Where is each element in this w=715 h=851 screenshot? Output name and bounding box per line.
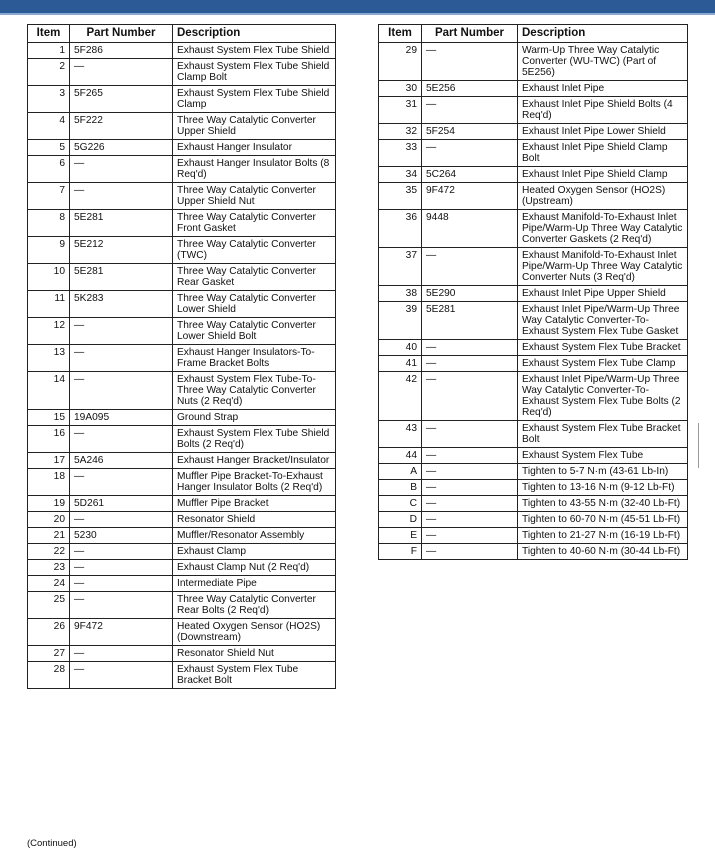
table-row <box>28 140 336 156</box>
description-cell: Three Way Catalytic Converter Upper Shield Nut <box>173 183 336 210</box>
item-cell: 35 <box>379 183 422 210</box>
description-cell: Exhaust System Flex Tube Shield Clamp Bolt <box>173 59 336 86</box>
part-number-cell: 9F472 <box>422 183 518 210</box>
table-row <box>379 210 688 248</box>
item-cell: 12 <box>28 318 70 345</box>
item-cell: 5 <box>28 140 70 156</box>
description-cell: Exhaust Inlet Pipe Upper Shield <box>518 286 688 302</box>
description-cell: Exhaust Hanger Insulators-To-Frame Bracket Bolts <box>173 345 336 372</box>
part-number-cell: 5C264 <box>422 167 518 183</box>
table-row <box>28 410 336 426</box>
description-cell: Exhaust System Flex Tube Clamp <box>518 356 688 372</box>
parts-table-left <box>27 24 336 689</box>
continued-note: (Continued) <box>27 838 77 849</box>
table-row <box>28 43 336 59</box>
part-number-cell: — <box>70 59 173 86</box>
item-cell: A <box>379 464 422 480</box>
table-row <box>379 340 688 356</box>
item-cell: 30 <box>379 81 422 97</box>
part-number-cell: 5230 <box>70 528 173 544</box>
item-cell: 4 <box>28 113 70 140</box>
table-row <box>379 544 688 560</box>
part-number-cell: — <box>422 140 518 167</box>
table-row <box>28 560 336 576</box>
table-row <box>28 496 336 512</box>
description-cell: Muffler Pipe Bracket <box>173 496 336 512</box>
table-row <box>28 210 336 237</box>
item-cell: 10 <box>28 264 70 291</box>
description-cell: Three Way Catalytic Converter Rear Bolts (2 Req'd) <box>173 592 336 619</box>
table-row <box>379 464 688 480</box>
item-cell: 17 <box>28 453 70 469</box>
item-cell: 3 <box>28 86 70 113</box>
top-banner <box>0 0 715 15</box>
item-cell: 15 <box>28 410 70 426</box>
part-number-cell: 19A095 <box>70 410 173 426</box>
item-cell: B <box>379 480 422 496</box>
description-cell: Exhaust Manifold-To-Exhaust Inlet Pipe/Warm-Up Three Way Catalytic Converter Nuts (3 Req'd) <box>518 248 688 286</box>
part-number-cell: — <box>70 426 173 453</box>
table-row <box>28 528 336 544</box>
part-number-cell: 5F265 <box>70 86 173 113</box>
description-cell: Exhaust Inlet Pipe/Warm-Up Three Way Catalytic Converter-To-Exhaust System Flex Tube Gasket <box>518 302 688 340</box>
item-cell: 37 <box>379 248 422 286</box>
item-cell: 43 <box>379 421 422 448</box>
table-row <box>379 81 688 97</box>
description-cell: Tighten to 60-70 N·m (45-51 Lb-Ft) <box>518 512 688 528</box>
table-row <box>28 291 336 318</box>
description-cell: Exhaust System Flex Tube Bracket <box>518 340 688 356</box>
table-row <box>379 512 688 528</box>
description-cell: Three Way Catalytic Converter Front Gasket <box>173 210 336 237</box>
item-cell: 20 <box>28 512 70 528</box>
description-cell: Tighten to 5-7 N·m (43-61 Lb-In) <box>518 464 688 480</box>
description-cell: Tighten to 40-60 N·m (30-44 Lb-Ft) <box>518 544 688 560</box>
part-number-cell: — <box>422 448 518 464</box>
part-number-cell: 5E256 <box>422 81 518 97</box>
description-cell: Exhaust Inlet Pipe/Warm-Up Three Way Catalytic Converter-To-Exhaust System Flex Tube Bolts (2 Req'd) <box>518 372 688 421</box>
description-cell: Exhaust System Flex Tube Shield <box>173 43 336 59</box>
table-row <box>379 302 688 340</box>
table-row <box>28 237 336 264</box>
description-cell: Exhaust System Flex Tube Shield Clamp <box>173 86 336 113</box>
item-cell: 44 <box>379 448 422 464</box>
table-row <box>379 140 688 167</box>
header-row <box>28 25 336 43</box>
item-cell: 28 <box>28 662 70 689</box>
part-number-cell: 5F254 <box>422 124 518 140</box>
item-cell: 40 <box>379 340 422 356</box>
item-cell: 13 <box>28 345 70 372</box>
table-row <box>28 576 336 592</box>
part-number-cell: — <box>422 372 518 421</box>
table-row <box>379 183 688 210</box>
part-number-cell: 5D261 <box>70 496 173 512</box>
item-cell: 21 <box>28 528 70 544</box>
item-cell: 11 <box>28 291 70 318</box>
item-cell: E <box>379 528 422 544</box>
margin-rule <box>698 423 699 468</box>
table-row <box>28 453 336 469</box>
part-number-cell: 5A246 <box>70 453 173 469</box>
part-number-cell: — <box>70 576 173 592</box>
description-cell: Exhaust System Flex Tube-To-Three Way Catalytic Converter Nuts (2 Req'd) <box>173 372 336 410</box>
item-cell: 9 <box>28 237 70 264</box>
table-row <box>28 86 336 113</box>
description-cell: Exhaust Inlet Pipe Shield Clamp <box>518 167 688 183</box>
header-item: Item <box>379 25 422 43</box>
description-cell: Exhaust System Flex Tube <box>518 448 688 464</box>
part-number-cell: 5E281 <box>422 302 518 340</box>
item-cell: C <box>379 496 422 512</box>
part-number-cell: — <box>70 183 173 210</box>
description-cell: Tighten to 13-16 N·m (9-12 Lb-Ft) <box>518 480 688 496</box>
description-cell: Muffler Pipe Bracket-To-Exhaust Hanger Insulator Bolts (2 Req'd) <box>173 469 336 496</box>
part-number-cell: — <box>422 421 518 448</box>
part-number-cell: 5E281 <box>70 264 173 291</box>
header-item: Item <box>28 25 70 43</box>
description-cell: Exhaust Hanger Bracket/Insulator <box>173 453 336 469</box>
part-number-cell: 5G226 <box>70 140 173 156</box>
description-cell: Resonator Shield Nut <box>173 646 336 662</box>
table-row <box>379 286 688 302</box>
description-cell: Muffler/Resonator Assembly <box>173 528 336 544</box>
item-cell: 42 <box>379 372 422 421</box>
item-cell: 1 <box>28 43 70 59</box>
table-row <box>28 512 336 528</box>
table-row <box>28 619 336 646</box>
item-cell: 33 <box>379 140 422 167</box>
table-row <box>28 345 336 372</box>
description-cell: Ground Strap <box>173 410 336 426</box>
description-cell: Exhaust Clamp <box>173 544 336 560</box>
table-row <box>379 448 688 464</box>
part-number-cell: 5K283 <box>70 291 173 318</box>
part-number-cell: — <box>422 528 518 544</box>
item-cell: 22 <box>28 544 70 560</box>
description-cell: Exhaust Manifold-To-Exhaust Inlet Pipe/Warm-Up Three Way Catalytic Converter Gaskets (2 Req'd) <box>518 210 688 248</box>
table-row <box>28 372 336 410</box>
item-cell: 16 <box>28 426 70 453</box>
part-number-cell: — <box>70 512 173 528</box>
description-cell: Heated Oxygen Sensor (HO2S) (Upstream) <box>518 183 688 210</box>
part-number-cell: 5F286 <box>70 43 173 59</box>
table-row <box>379 421 688 448</box>
table-row <box>28 156 336 183</box>
table-row <box>379 167 688 183</box>
part-number-cell: 5E290 <box>422 286 518 302</box>
header-part-number: Part Number <box>70 25 173 43</box>
part-number-cell: 5E281 <box>70 210 173 237</box>
item-cell: 25 <box>28 592 70 619</box>
header-description: Description <box>173 25 336 43</box>
description-cell: Exhaust Hanger Insulator <box>173 140 336 156</box>
table-row <box>379 124 688 140</box>
table-row <box>379 528 688 544</box>
item-cell: 8 <box>28 210 70 237</box>
table-row <box>379 43 688 81</box>
description-cell: Three Way Catalytic Converter Lower Shield Bolt <box>173 318 336 345</box>
description-cell: Tighten to 21-27 N·m (16-19 Lb-Ft) <box>518 528 688 544</box>
part-number-cell: 9F472 <box>70 619 173 646</box>
item-cell: 38 <box>379 286 422 302</box>
table-row <box>379 97 688 124</box>
description-cell: Exhaust Inlet Pipe Shield Bolts (4 Req'd) <box>518 97 688 124</box>
item-cell: 2 <box>28 59 70 86</box>
description-cell: Exhaust System Flex Tube Bracket Bolt <box>173 662 336 689</box>
item-cell: 27 <box>28 646 70 662</box>
table-row <box>28 318 336 345</box>
description-cell: Exhaust Hanger Insulator Bolts (8 Req'd) <box>173 156 336 183</box>
part-number-cell: — <box>422 43 518 81</box>
description-cell: Exhaust System Flex Tube Shield Bolts (2 Req'd) <box>173 426 336 453</box>
description-cell: Three Way Catalytic Converter (TWC) <box>173 237 336 264</box>
table-row <box>28 662 336 689</box>
table-row <box>28 113 336 140</box>
description-cell: Three Way Catalytic Converter Upper Shield <box>173 113 336 140</box>
description-cell: Warm-Up Three Way Catalytic Converter (WU-TWC) (Part of 5E256) <box>518 43 688 81</box>
parts-table-right <box>378 24 688 560</box>
item-cell: 41 <box>379 356 422 372</box>
item-cell: 14 <box>28 372 70 410</box>
header-description: Description <box>518 25 688 43</box>
description-cell: Exhaust Inlet Pipe Shield Clamp Bolt <box>518 140 688 167</box>
part-number-cell: — <box>422 480 518 496</box>
part-number-cell: — <box>422 544 518 560</box>
table-row <box>28 646 336 662</box>
item-cell: 32 <box>379 124 422 140</box>
item-cell: 24 <box>28 576 70 592</box>
part-number-cell: — <box>422 356 518 372</box>
item-cell: F <box>379 544 422 560</box>
header-row <box>379 25 688 43</box>
header-part-number: Part Number <box>422 25 518 43</box>
part-number-cell: — <box>70 560 173 576</box>
part-number-cell: — <box>70 345 173 372</box>
part-number-cell: — <box>422 97 518 124</box>
item-cell: D <box>379 512 422 528</box>
part-number-cell: 5E212 <box>70 237 173 264</box>
table-row <box>28 469 336 496</box>
part-number-cell: — <box>70 662 173 689</box>
table-row <box>28 544 336 560</box>
item-cell: 31 <box>379 97 422 124</box>
description-cell: Three Way Catalytic Converter Lower Shield <box>173 291 336 318</box>
part-number-cell: 5F222 <box>70 113 173 140</box>
description-cell: Exhaust Clamp Nut (2 Req'd) <box>173 560 336 576</box>
item-cell: 26 <box>28 619 70 646</box>
table-row <box>379 496 688 512</box>
description-cell: Heated Oxygen Sensor (HO2S) (Downstream) <box>173 619 336 646</box>
table-row <box>28 426 336 453</box>
part-number-cell: — <box>422 512 518 528</box>
item-cell: 6 <box>28 156 70 183</box>
part-number-cell: — <box>70 646 173 662</box>
part-number-cell: — <box>70 372 173 410</box>
part-number-cell: — <box>70 469 173 496</box>
part-number-cell: — <box>70 544 173 560</box>
part-number-cell: — <box>422 464 518 480</box>
part-number-cell: — <box>422 496 518 512</box>
description-cell: Resonator Shield <box>173 512 336 528</box>
part-number-cell: — <box>422 340 518 356</box>
description-cell: Exhaust System Flex Tube Bracket Bolt <box>518 421 688 448</box>
table-row <box>28 592 336 619</box>
item-cell: 18 <box>28 469 70 496</box>
part-number-cell: — <box>70 318 173 345</box>
part-number-cell: — <box>70 592 173 619</box>
table-row <box>379 356 688 372</box>
item-cell: 7 <box>28 183 70 210</box>
item-cell: 29 <box>379 43 422 81</box>
description-cell: Three Way Catalytic Converter Rear Gasket <box>173 264 336 291</box>
part-number-cell: — <box>70 156 173 183</box>
item-cell: 23 <box>28 560 70 576</box>
table-row <box>379 480 688 496</box>
table-row <box>28 183 336 210</box>
item-cell: 39 <box>379 302 422 340</box>
description-cell: Tighten to 43-55 N·m (32-40 Lb-Ft) <box>518 496 688 512</box>
item-cell: 36 <box>379 210 422 248</box>
part-number-cell: 9448 <box>422 210 518 248</box>
table-row <box>379 372 688 421</box>
description-cell: Intermediate Pipe <box>173 576 336 592</box>
table-row <box>28 59 336 86</box>
table-row <box>379 248 688 286</box>
part-number-cell: — <box>422 248 518 286</box>
description-cell: Exhaust Inlet Pipe <box>518 81 688 97</box>
description-cell: Exhaust Inlet Pipe Lower Shield <box>518 124 688 140</box>
item-cell: 34 <box>379 167 422 183</box>
item-cell: 19 <box>28 496 70 512</box>
table-row <box>28 264 336 291</box>
